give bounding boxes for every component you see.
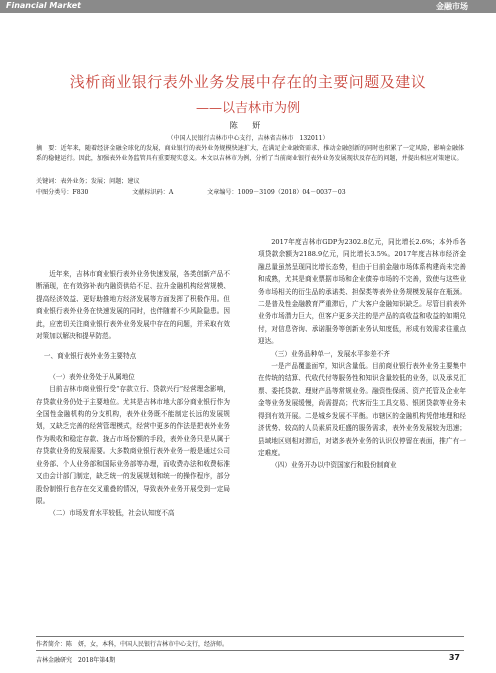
article-title: 浅析商业银行表外业务发展中存在的主要问题及建议 (69, 73, 427, 91)
section-heading: 一、商业银行表外业务主要特点 (43, 352, 137, 361)
author-footnote: 作者简介：陈 妍，女，本科，中国人民银行吉林市中心支行，经济师。 (36, 641, 229, 648)
document-code: 文献标识码：A (132, 189, 174, 196)
author-affiliation: （中国人民银行吉林市中心支行，吉林省吉林市 132011） (167, 135, 329, 142)
body-column-right (258, 236, 466, 472)
clc-code: 中图分类号：F830 (36, 189, 89, 196)
paragraph-gap (36, 342, 230, 350)
article-number: 文章编号：1009－3109（2018）04－0037－03 (207, 189, 346, 196)
header-column-label: 金融市场 (436, 2, 468, 11)
journal-issue: 吉林金融研究 2018年第4期 (36, 657, 116, 664)
footer-divider (36, 650, 464, 651)
header-section-label: Financial Market (6, 1, 81, 10)
abstract: 摘 要：近年来，随着经济金融全球化的发展，商业银行的表外业务规模快速扩大，在满足企业融资需求、推动金融创新的同时也积累了一定风险，影响金融体系的稳健运行。因此，加强表外业务监管具有重要现实意义。本文以吉林市为例，分析了当前商业银行表外业务发展现状及存在的问题，并提出相应对策建议。 (36, 145, 464, 163)
author-name: 陈 妍 (229, 121, 267, 130)
subsection-heading: （二）市场发育水平较低，社会认知度不高 (49, 509, 175, 518)
subsection-heading: （三）业务品种单一，发展水平参差不齐 (271, 349, 390, 358)
page-number: 37 (448, 653, 460, 662)
article-subtitle: ——以吉林市为例 (195, 101, 300, 116)
subsection-heading: （一）表外业务处于从属地位 (49, 372, 135, 381)
subsection-heading: （四）业务开办以中资国家行和股份制商业 (271, 461, 397, 470)
body-paragraph: 一是产品覆盖面窄，知识含量低。目前商业银行表外业务主要集中在传统的结算、代收代付等服务性和知识含量较低的业务，以及承兑汇票、委托贷款、理财产品等常规业务。融资性保函、资产托管及企业年金等业务发展缓慢，尚需提高；代客衍生工具交易、银团贷款等业务未得到有效开展。二是城乡发展不平衡。市辖区的金融机构凭借地理和经济优势、较高的人员素质及旺盛的服务需求，表外业务发展较为迅速；县域地区则相对滞后，对诸多表外业务的认识仅停留在表面，推广有一定难度。 (258, 362, 466, 457)
body-paragraph: 2017年度吉林市GDP为2302.8亿元，同比增长2.6%；本外币各项贷款余额为2188.9亿元，同比增长3.5%。2017年度吉林市经济金融总量虽然呈现同比增长态势，但由于目前金融市场体系构建尚未完善和成熟，尤其是商业票据市场和企业债券市场的不完善，致使与这些业务市场相关的衍生品的承诺类、担保类等表外业务规模发展存在瓶颈。二是普及性金融教育严重滞后，广大客户金融知识缺乏。尽管目前表外业务市场潜力巨大，但客户更多关注的是产品的高收益和收益的如期兑付，对信息咨询、承诺服务等创新业务认知度低，形成有效需求往重点迎达。 (258, 238, 466, 346)
keywords: 关键词：表外业务；发展；问题；建议 (36, 178, 140, 185)
paragraph-gap (36, 363, 230, 371)
classification-line (36, 187, 464, 196)
body-paragraph: 近年来，吉林市商业银行表外业务快速发展，各类创新产品不断涌现，在有效弥补表内融资供给不足、拉升金融机构经营规模、提高经济效益、更好助推地方经济发展等方面发挥了积极作用。但商业银行表外业务在快速发展的同时，也伴随着不少风险隐患。因此，应密切关注商业银行表外业务发展中存在的问题，并采取有效对策加以解决和提早防范。 (36, 270, 230, 341)
header-bar (0, 0, 496, 13)
footnote-divider (36, 636, 464, 637)
body-column-left (36, 268, 230, 520)
body-paragraph: 目前吉林市商业银行受“存款立行、贷款兴行”经营理念影响，存贷款业务仍处于主要地位。尤其是吉林市地大部分商业银行作为全国性金融机构的分支机构，表外业务既不能制定长远的发展规划，又缺乏完善的经营管理模式，经营中更多的作法是把表外业务作为吸收和稳定存款、拢占市场份额的手段，表外业务只是从属于存贷款业务的发展需要。大多数商业银行表外业务一般是通过公司业务部、个人业务部和国际业务部等办理，而收费办法和收费标准又由会计部门制定，缺乏统一的发展规划和统一的操作程序，部分股份制银行也存在交叉重叠的情况，导致表外业务开展受到一定局限。 (36, 385, 230, 505)
